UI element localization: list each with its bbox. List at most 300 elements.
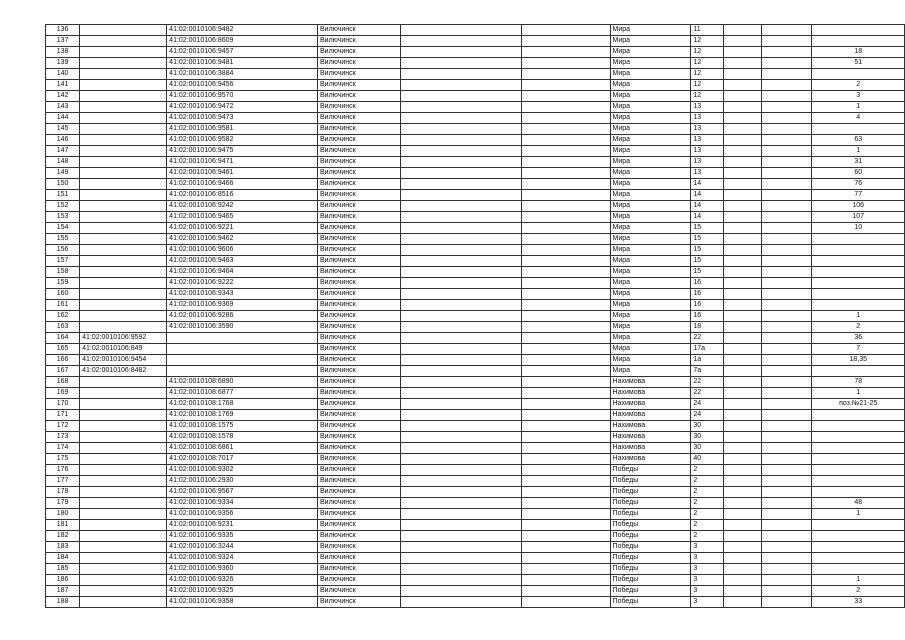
empty-cell: [400, 278, 521, 289]
empty-cell: [761, 531, 812, 542]
table-row: [46, 146, 905, 157]
empty-cell: [723, 509, 761, 520]
empty-cell: [521, 399, 610, 410]
city-cell: Вилючинск: [317, 47, 400, 58]
empty-cell: [400, 388, 521, 399]
house-number-cell: 16: [691, 300, 723, 311]
apartment-cell: [812, 410, 905, 421]
table-row: [46, 377, 905, 388]
street-cell: Мира: [610, 289, 691, 300]
cadastral-number-a-cell: [80, 399, 167, 410]
apartment-cell: [812, 432, 905, 443]
cadastral-number-a-cell: [80, 278, 167, 289]
cadastral-number-b-cell: 41:02:0010106:9360: [167, 564, 318, 575]
apartment-cell: 4: [812, 113, 905, 124]
row-number-cell: 172: [46, 421, 80, 432]
empty-cell: [521, 179, 610, 190]
empty-cell: [521, 333, 610, 344]
empty-cell: [723, 586, 761, 597]
cadastral-number-b-cell: 41:02:0010106:9231: [167, 520, 318, 531]
row-number-cell: 147: [46, 146, 80, 157]
empty-cell: [723, 498, 761, 509]
cadastral-number-b-cell: 41:02:0010106:3590: [167, 322, 318, 333]
cadastral-number-b-cell: 41:02:0010106:9466: [167, 179, 318, 190]
city-cell: Вилючинск: [317, 377, 400, 388]
row-number-cell: 152: [46, 201, 80, 212]
table-row: [46, 322, 905, 333]
empty-cell: [761, 168, 812, 179]
city-cell: Вилючинск: [317, 344, 400, 355]
apartment-cell: [812, 267, 905, 278]
table-row: [46, 542, 905, 553]
empty-cell: [723, 465, 761, 476]
street-cell: Мира: [610, 36, 691, 47]
cadastral-number-a-cell: [80, 443, 167, 454]
empty-cell: [400, 311, 521, 322]
table-row: [46, 267, 905, 278]
cadastral-number-a-cell: [80, 91, 167, 102]
empty-cell: [761, 465, 812, 476]
apartment-cell: 76: [812, 179, 905, 190]
city-cell: Вилючинск: [317, 223, 400, 234]
empty-cell: [761, 410, 812, 421]
table-row: [46, 410, 905, 421]
cadastral-number-b-cell: 41:02:0010106:9356: [167, 509, 318, 520]
empty-cell: [521, 432, 610, 443]
empty-cell: [761, 212, 812, 223]
empty-cell: [521, 223, 610, 234]
empty-cell: [761, 36, 812, 47]
row-number-cell: 156: [46, 245, 80, 256]
cadastral-number-a-cell: [80, 58, 167, 69]
empty-cell: [521, 102, 610, 113]
empty-cell: [761, 256, 812, 267]
cadastral-number-b-cell: 41:02:0010108:6890: [167, 377, 318, 388]
cadastral-number-b-cell: 41:02:0010106:8609: [167, 36, 318, 47]
empty-cell: [400, 355, 521, 366]
empty-cell: [521, 311, 610, 322]
empty-cell: [400, 47, 521, 58]
cadastral-number-a-cell: [80, 256, 167, 267]
house-number-cell: 30: [691, 432, 723, 443]
cadastral-number-b-cell: 41:02:0010106:9457: [167, 47, 318, 58]
apartment-cell: 18,35: [812, 355, 905, 366]
cadastral-number-b-cell: 41:02:0010106:9581: [167, 124, 318, 135]
house-number-cell: 14: [691, 179, 723, 190]
empty-cell: [400, 465, 521, 476]
cadastral-number-a-cell: 41:02:0010106:849: [80, 344, 167, 355]
empty-cell: [761, 520, 812, 531]
apartment-cell: 1: [812, 102, 905, 113]
table-row: [46, 454, 905, 465]
house-number-cell: 7а: [691, 366, 723, 377]
empty-cell: [521, 157, 610, 168]
empty-cell: [723, 311, 761, 322]
row-number-cell: 163: [46, 322, 80, 333]
empty-cell: [400, 245, 521, 256]
city-cell: Вилючинск: [317, 311, 400, 322]
apartment-cell: [812, 564, 905, 575]
empty-cell: [723, 47, 761, 58]
street-cell: Мира: [610, 212, 691, 223]
apartment-cell: [812, 476, 905, 487]
cadastral-number-a-cell: [80, 212, 167, 223]
apartment-cell: 7: [812, 344, 905, 355]
empty-cell: [761, 47, 812, 58]
apartment-cell: [812, 278, 905, 289]
empty-cell: [521, 91, 610, 102]
empty-cell: [521, 278, 610, 289]
empty-cell: [521, 388, 610, 399]
empty-cell: [400, 498, 521, 509]
row-number-cell: 148: [46, 157, 80, 168]
table-row: [46, 179, 905, 190]
city-cell: Вилючинск: [317, 597, 400, 608]
empty-cell: [400, 212, 521, 223]
empty-cell: [723, 157, 761, 168]
table-row: [46, 465, 905, 476]
row-number-cell: 149: [46, 168, 80, 179]
house-number-cell: 2: [691, 520, 723, 531]
apartment-cell: 106: [812, 201, 905, 212]
city-cell: Вилючинск: [317, 168, 400, 179]
empty-cell: [521, 135, 610, 146]
empty-cell: [723, 69, 761, 80]
table-row: [46, 432, 905, 443]
apartment-cell: 2: [812, 322, 905, 333]
cadastral-number-b-cell: 41:02:0010108:1769: [167, 410, 318, 421]
empty-cell: [521, 410, 610, 421]
street-cell: Мира: [610, 102, 691, 113]
table-row: [46, 190, 905, 201]
apartment-cell: 3: [812, 91, 905, 102]
row-number-cell: 185: [46, 564, 80, 575]
table-row: [46, 509, 905, 520]
empty-cell: [723, 91, 761, 102]
cadastral-number-b-cell: 41:02:0010108:7017: [167, 454, 318, 465]
apartment-cell: 1: [812, 509, 905, 520]
city-cell: Вилючинск: [317, 498, 400, 509]
row-number-cell: 182: [46, 531, 80, 542]
city-cell: Вилючинск: [317, 388, 400, 399]
cadastral-number-b-cell: 41:02:0010106:9472: [167, 102, 318, 113]
empty-cell: [761, 267, 812, 278]
empty-cell: [761, 344, 812, 355]
table-row: [46, 366, 905, 377]
empty-cell: [723, 212, 761, 223]
row-number-cell: 169: [46, 388, 80, 399]
row-number-cell: 157: [46, 256, 80, 267]
empty-cell: [400, 69, 521, 80]
empty-cell: [521, 531, 610, 542]
street-cell: Мира: [610, 366, 691, 377]
table-row: [46, 124, 905, 135]
street-cell: Победы: [610, 487, 691, 498]
empty-cell: [400, 289, 521, 300]
house-number-cell: 15: [691, 234, 723, 245]
cadastral-number-b-cell: 41:02:0010106:9465: [167, 212, 318, 223]
house-number-cell: 1а: [691, 355, 723, 366]
empty-cell: [723, 300, 761, 311]
cadastral-number-b-cell: 41:02:0010106:9481: [167, 58, 318, 69]
empty-cell: [761, 245, 812, 256]
table-row: [46, 498, 905, 509]
house-number-cell: 12: [691, 58, 723, 69]
cadastral-number-b-cell: 41:02:0010106:9325: [167, 586, 318, 597]
cadastral-number-b-cell: 41:02:0010106:3884: [167, 69, 318, 80]
cadastral-number-b-cell: 41:02:0010106:9326: [167, 575, 318, 586]
empty-cell: [761, 443, 812, 454]
city-cell: Вилючинск: [317, 509, 400, 520]
city-cell: Вилючинск: [317, 69, 400, 80]
apartment-cell: [812, 300, 905, 311]
empty-cell: [400, 410, 521, 421]
house-number-cell: 13: [691, 135, 723, 146]
street-cell: Победы: [610, 597, 691, 608]
cadastral-number-a-cell: [80, 267, 167, 278]
cadastral-number-b-cell: 41:02:0010106:9358: [167, 597, 318, 608]
cadastral-number-b-cell: 41:02:0010106:9221: [167, 223, 318, 234]
city-cell: Вилючинск: [317, 278, 400, 289]
city-cell: Вилючинск: [317, 124, 400, 135]
empty-cell: [723, 124, 761, 135]
house-number-cell: 2: [691, 487, 723, 498]
row-number-cell: 144: [46, 113, 80, 124]
empty-cell: [521, 586, 610, 597]
street-cell: Мира: [610, 168, 691, 179]
empty-cell: [400, 113, 521, 124]
cadastral-number-a-cell: [80, 586, 167, 597]
cadastral-number-b-cell: 41:02:0010106:9471: [167, 157, 318, 168]
empty-cell: [761, 333, 812, 344]
city-cell: Вилючинск: [317, 80, 400, 91]
house-number-cell: 3: [691, 542, 723, 553]
empty-cell: [400, 421, 521, 432]
cadastral-number-b-cell: 41:02:0010106:9464: [167, 267, 318, 278]
table-body: [46, 25, 905, 608]
house-number-cell: 17а: [691, 344, 723, 355]
empty-cell: [761, 58, 812, 69]
row-number-cell: 139: [46, 58, 80, 69]
cadastral-number-b-cell: [167, 366, 318, 377]
city-cell: Вилючинск: [317, 201, 400, 212]
table-row: [46, 201, 905, 212]
empty-cell: [723, 443, 761, 454]
house-number-cell: 2: [691, 476, 723, 487]
table-row: [46, 223, 905, 234]
empty-cell: [761, 190, 812, 201]
city-cell: Вилючинск: [317, 465, 400, 476]
empty-cell: [521, 168, 610, 179]
house-number-cell: 16: [691, 289, 723, 300]
street-cell: Победы: [610, 476, 691, 487]
empty-cell: [400, 322, 521, 333]
empty-cell: [521, 520, 610, 531]
street-cell: Мира: [610, 333, 691, 344]
apartment-cell: 48: [812, 498, 905, 509]
table-row: [46, 575, 905, 586]
apartment-cell: [812, 124, 905, 135]
street-cell: Победы: [610, 520, 691, 531]
empty-cell: [761, 586, 812, 597]
street-cell: Мира: [610, 80, 691, 91]
row-number-cell: 170: [46, 399, 80, 410]
row-number-cell: 187: [46, 586, 80, 597]
apartment-cell: поз.№21-25: [812, 399, 905, 410]
apartment-cell: 1: [812, 575, 905, 586]
empty-cell: [723, 432, 761, 443]
city-cell: Вилючинск: [317, 267, 400, 278]
empty-cell: [521, 36, 610, 47]
empty-cell: [521, 443, 610, 454]
empty-cell: [723, 476, 761, 487]
empty-cell: [400, 509, 521, 520]
cadastral-number-a-cell: [80, 289, 167, 300]
city-cell: Вилючинск: [317, 322, 400, 333]
apartment-cell: 78: [812, 377, 905, 388]
house-number-cell: 2: [691, 509, 723, 520]
cadastral-number-b-cell: 41:02:0010108:1768: [167, 399, 318, 410]
row-number-cell: 181: [46, 520, 80, 531]
empty-cell: [521, 300, 610, 311]
empty-cell: [761, 454, 812, 465]
cadastral-number-a-cell: [80, 487, 167, 498]
empty-cell: [521, 113, 610, 124]
empty-cell: [761, 509, 812, 520]
table-row: [46, 278, 905, 289]
empty-cell: [400, 487, 521, 498]
empty-cell: [723, 146, 761, 157]
empty-cell: [761, 564, 812, 575]
apartment-cell: 2: [812, 586, 905, 597]
cadastral-number-a-cell: [80, 575, 167, 586]
street-cell: Мира: [610, 135, 691, 146]
house-number-cell: 14: [691, 201, 723, 212]
empty-cell: [761, 135, 812, 146]
empty-cell: [400, 443, 521, 454]
table-row: [46, 168, 905, 179]
cadastral-number-b-cell: 41:02:0010106:9475: [167, 146, 318, 157]
cadastral-number-b-cell: 41:02:0010106:9606: [167, 245, 318, 256]
cadastral-number-b-cell: 41:02:0010106:9456: [167, 80, 318, 91]
street-cell: Мира: [610, 300, 691, 311]
cadastral-number-b-cell: 41:02:0010108:6861: [167, 443, 318, 454]
apartment-cell: 1: [812, 388, 905, 399]
cadastral-number-a-cell: [80, 322, 167, 333]
table-row: [46, 333, 905, 344]
cadastral-number-b-cell: 41:02:0010106:9570: [167, 91, 318, 102]
apartment-cell: 31: [812, 157, 905, 168]
row-number-cell: 138: [46, 47, 80, 58]
cadastral-number-a-cell: [80, 80, 167, 91]
house-number-cell: 3: [691, 553, 723, 564]
empty-cell: [400, 586, 521, 597]
city-cell: Вилючинск: [317, 146, 400, 157]
cadastral-number-a-cell: [80, 311, 167, 322]
empty-cell: [521, 47, 610, 58]
empty-cell: [521, 58, 610, 69]
cadastral-number-a-cell: [80, 531, 167, 542]
row-number-cell: 167: [46, 366, 80, 377]
table-row: [46, 586, 905, 597]
house-number-cell: 24: [691, 410, 723, 421]
row-number-cell: 142: [46, 91, 80, 102]
empty-cell: [723, 333, 761, 344]
cadastral-number-b-cell: 41:02:0010106:8516: [167, 190, 318, 201]
apartment-cell: 107: [812, 212, 905, 223]
street-cell: Победы: [610, 553, 691, 564]
table-row: [46, 553, 905, 564]
empty-cell: [761, 553, 812, 564]
table-row: [46, 289, 905, 300]
cadastral-number-a-cell: [80, 36, 167, 47]
city-cell: Вилючинск: [317, 454, 400, 465]
street-cell: Мира: [610, 157, 691, 168]
cadastral-number-a-cell: [80, 190, 167, 201]
row-number-cell: 154: [46, 223, 80, 234]
empty-cell: [723, 454, 761, 465]
empty-cell: [400, 597, 521, 608]
city-cell: Вилючинск: [317, 25, 400, 36]
empty-cell: [723, 355, 761, 366]
empty-cell: [400, 333, 521, 344]
empty-cell: [521, 498, 610, 509]
city-cell: Вилючинск: [317, 256, 400, 267]
row-number-cell: 183: [46, 542, 80, 553]
empty-cell: [521, 476, 610, 487]
cadastral-number-a-cell: [80, 245, 167, 256]
cadastral-number-b-cell: 41:02:0010108:1575: [167, 421, 318, 432]
empty-cell: [400, 135, 521, 146]
table-row: [46, 388, 905, 399]
city-cell: Вилючинск: [317, 102, 400, 113]
table-row: [46, 355, 905, 366]
empty-cell: [521, 190, 610, 201]
cadastral-number-a-cell: [80, 102, 167, 113]
empty-cell: [400, 179, 521, 190]
empty-cell: [761, 157, 812, 168]
empty-cell: [723, 421, 761, 432]
empty-cell: [723, 234, 761, 245]
house-number-cell: 30: [691, 421, 723, 432]
row-number-cell: 188: [46, 597, 80, 608]
cadastral-number-b-cell: 41:02:0010106:9482: [167, 25, 318, 36]
empty-cell: [521, 256, 610, 267]
table-row: [46, 212, 905, 223]
empty-cell: [723, 190, 761, 201]
empty-cell: [400, 168, 521, 179]
empty-cell: [400, 432, 521, 443]
empty-cell: [400, 190, 521, 201]
empty-cell: [521, 289, 610, 300]
table-row: [46, 487, 905, 498]
apartment-cell: [812, 443, 905, 454]
street-cell: Мира: [610, 344, 691, 355]
cadastral-number-a-cell: [80, 454, 167, 465]
empty-cell: [521, 80, 610, 91]
empty-cell: [723, 245, 761, 256]
house-number-cell: 15: [691, 245, 723, 256]
cadastral-number-b-cell: [167, 355, 318, 366]
cadastral-number-a-cell: [80, 146, 167, 157]
empty-cell: [723, 553, 761, 564]
empty-cell: [761, 388, 812, 399]
street-cell: Мира: [610, 47, 691, 58]
empty-cell: [723, 201, 761, 212]
city-cell: Вилючинск: [317, 135, 400, 146]
table-row: [46, 311, 905, 322]
empty-cell: [521, 124, 610, 135]
